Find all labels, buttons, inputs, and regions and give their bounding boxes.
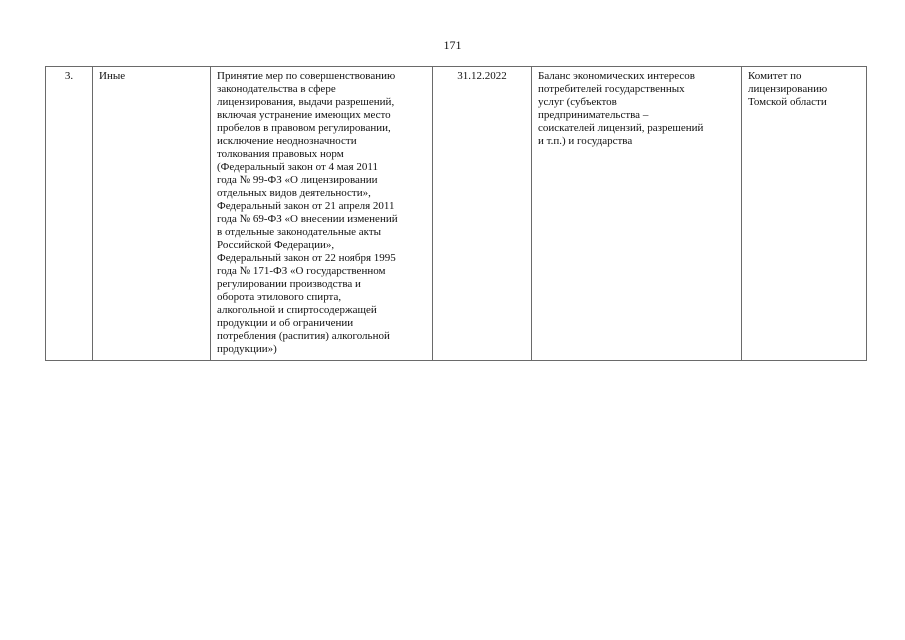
measure-text-line: отдельных видов деятельности»,	[217, 187, 371, 199]
measure-text-line: пробелов в правовом регулировании,	[217, 122, 391, 134]
row-number-cell	[46, 67, 93, 361]
measure-text-line: года № 99-ФЗ «О лицензировании	[217, 174, 378, 186]
measure-text-line: включая устранение имеющих место	[217, 109, 391, 121]
measure-text-line: продукции»)	[217, 343, 277, 355]
measure-cell	[211, 67, 433, 361]
result-cell	[532, 67, 742, 361]
executor-text-line: лицензированию	[748, 83, 828, 95]
measure-text-line: алкогольной и спиртосодержащей	[217, 304, 377, 316]
measure-text-line: потребления (распития) алкогольной	[217, 330, 390, 342]
page-number: 171	[443, 38, 462, 52]
measure-text-line: Принятие мер по совершенствованию	[217, 70, 396, 82]
measure-text-line: регулировании производства и	[217, 278, 361, 290]
executor-text-line: Комитет по	[748, 70, 802, 82]
measure-text-line: года № 69-ФЗ «О внесении изменений	[217, 213, 398, 225]
measure-text-line: Федеральный закон от 22 ноября 1995	[217, 252, 396, 264]
executor-cell	[742, 67, 867, 361]
deadline-cell	[433, 67, 532, 361]
measure-text-line: (Федеральный закон от 4 мая 2011	[217, 161, 378, 173]
result-text-line: услуг (субъектов	[538, 96, 617, 108]
measures-table	[45, 66, 867, 361]
measure-text-line: года № 171-ФЗ «О государственном	[217, 265, 386, 277]
result-text-line: соискателей лицензий, разрешений	[538, 122, 704, 134]
table-row	[46, 67, 867, 361]
result-text-line: предпринимательства –	[538, 109, 649, 121]
result-text-line: Баланс экономических интересов	[538, 70, 695, 82]
deadline-date: 31.12.2022	[457, 70, 507, 82]
row-type: Иные	[99, 70, 126, 82]
row-type-cell	[93, 67, 211, 361]
measure-text-line: законодательства в сфере	[217, 83, 336, 95]
measure-text-line: исключение неоднозначности	[217, 135, 357, 147]
measure-text-line: в отдельные законодательные акты	[217, 226, 382, 238]
measure-text-line: Российской Федерации»,	[217, 239, 335, 251]
result-text-line: и т.п.) и государства	[538, 135, 633, 147]
measure-text-line: оборота этилового спирта,	[217, 291, 342, 303]
measure-text-line: лицензирования, выдачи разрешений,	[217, 96, 395, 108]
measure-text-line: Федеральный закон от 21 апреля 2011	[217, 200, 395, 212]
result-text-line: потребителей государственных	[538, 83, 685, 95]
row-number: 3.	[64, 70, 74, 82]
measure-text-line: толкования правовых норм	[217, 148, 344, 160]
measure-text-line: продукции и об ограничении	[217, 317, 354, 329]
executor-text-line: Томской области	[748, 96, 827, 108]
